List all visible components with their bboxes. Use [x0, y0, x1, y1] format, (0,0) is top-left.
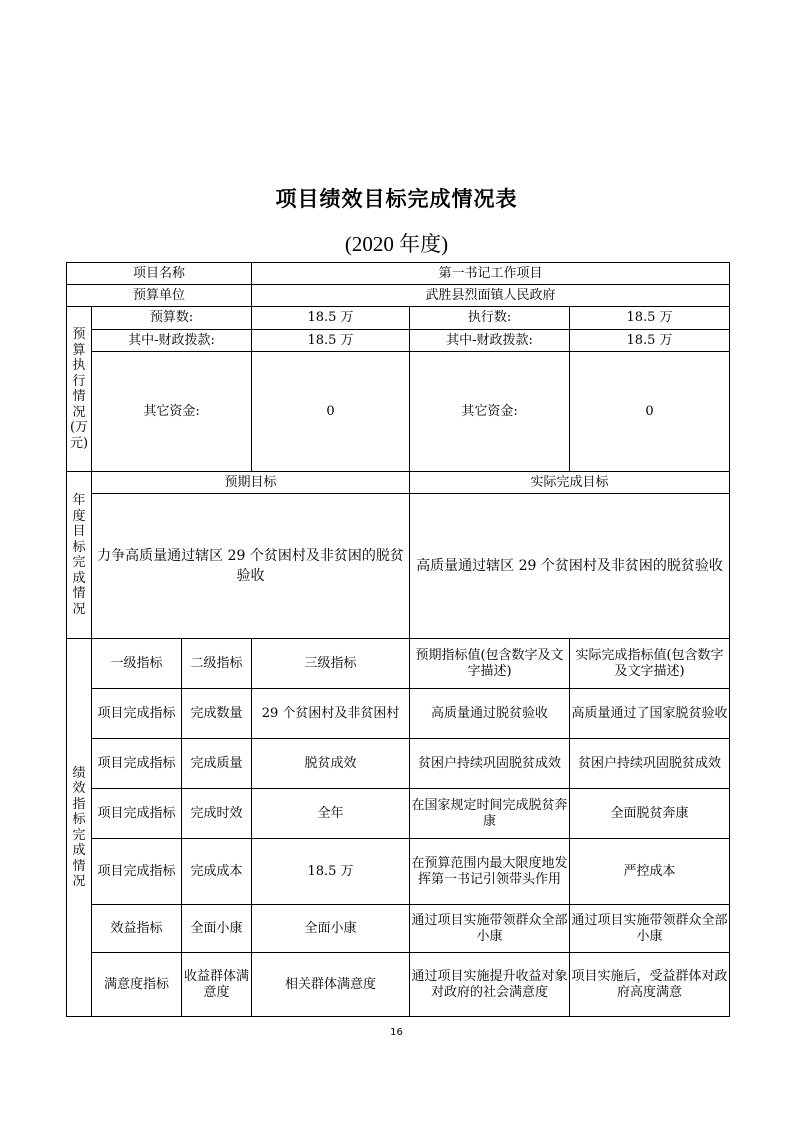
- indicator-cell: 项目实施后，受益群体对政府高度满意: [570, 953, 730, 1017]
- fiscal-row: [67, 330, 730, 352]
- expected-goal-text: 力争高质量通过辖区 29 个贫困村及非贫困的脱贫验收: [92, 494, 410, 639]
- indicator-header-level1: 一级指标: [92, 639, 182, 689]
- project-name-label: 项目名称: [67, 263, 252, 285]
- indicator-cell: 收益群体满意度: [182, 953, 252, 1017]
- actual-goal-text: 高质量通过辖区 29 个贫困村及非贫困的脱贫验收: [410, 494, 730, 639]
- indicator-row: [67, 839, 730, 905]
- indicator-row: [67, 739, 730, 789]
- fiscal-value: 18.5 万: [252, 330, 410, 352]
- indicator-cell: 高质量通过了国家脱贫验收: [570, 689, 730, 739]
- indicator-cell: 通过项目实施提升收益对象对政府的社会满意度: [410, 953, 570, 1017]
- project-name-row: [67, 263, 730, 285]
- annual-section-label: 年度目标完成情况: [67, 472, 92, 639]
- indicator-cell: 脱贫成效: [252, 739, 410, 789]
- indicator-cell: 29 个贫困村及非贫困村: [252, 689, 410, 739]
- annual-header-row: [67, 472, 730, 494]
- budget-section-label: 预算执行情况(万元): [67, 307, 92, 472]
- indicator-cell: 项目完成指标: [92, 789, 182, 839]
- annual-goal-row: [67, 494, 730, 639]
- indicator-cell: 效益指标: [92, 905, 182, 953]
- indicator-cell: 通过项目实施带领群众全部小康: [410, 905, 570, 953]
- budget-row: [67, 307, 730, 330]
- fiscal-exec-label: 其中-财政拨款:: [410, 330, 570, 352]
- indicator-cell: 严控成本: [570, 839, 730, 905]
- indicator-row: [67, 905, 730, 953]
- project-name-value: 第一书记工作项目: [252, 263, 730, 285]
- actual-goal-header: 实际完成目标: [410, 472, 730, 494]
- other-funds-value: 0: [252, 352, 410, 472]
- indicator-header-expected: 预期指标值(包含数字及文字描述): [410, 639, 570, 689]
- fiscal-exec-value: 18.5 万: [570, 330, 730, 352]
- indicator-cell: 项目完成指标: [92, 689, 182, 739]
- exec-value: 18.5 万: [570, 307, 730, 330]
- budget-value: 18.5 万: [252, 307, 410, 330]
- indicator-cell: 在预算范围内最大限度地发挥第一书记引领带头作用: [410, 839, 570, 905]
- indicator-cell: 18.5 万: [252, 839, 410, 905]
- indicator-header-row: [67, 639, 730, 689]
- performance-table: [66, 262, 730, 1017]
- indicator-cell: 项目完成指标: [92, 839, 182, 905]
- indicator-cell: 完成数量: [182, 689, 252, 739]
- indicator-cell: 全面脱贫奔康: [570, 789, 730, 839]
- budget-label: 预算数:: [92, 307, 252, 330]
- page-subtitle: (2020 年度): [344, 232, 449, 256]
- page-number: 16: [390, 1027, 403, 1038]
- indicator-row: [67, 953, 730, 1017]
- fiscal-label: 其中-财政拨款:: [92, 330, 252, 352]
- indicator-cell: 全面小康: [182, 905, 252, 953]
- indicator-cell: 贫困户持续巩固脱贫成效: [570, 739, 730, 789]
- indicator-cell: 全年: [252, 789, 410, 839]
- indicator-cell: 贫困户持续巩固脱贫成效: [410, 739, 570, 789]
- budget-unit-value: 武胜县烈面镇人民政府: [252, 285, 730, 307]
- indicator-section-label: 绩效指标完成情况: [67, 639, 92, 1017]
- indicator-cell: 通过项目实施带领群众全部小康: [570, 905, 730, 953]
- indicator-cell: 相关群体满意度: [252, 953, 410, 1017]
- other-funds-row: [67, 352, 730, 472]
- budget-unit-row: [67, 285, 730, 307]
- indicator-cell: 高质量通过脱贫验收: [410, 689, 570, 739]
- exec-label: 执行数:: [410, 307, 570, 330]
- indicator-cell: 完成成本: [182, 839, 252, 905]
- indicator-row: [67, 789, 730, 839]
- other-funds-label: 其它资金:: [92, 352, 252, 472]
- indicator-header-level3: 三级指标: [252, 639, 410, 689]
- other-funds-exec-value: 0: [570, 352, 730, 472]
- indicator-row: [67, 689, 730, 739]
- indicator-header-actual: 实际完成指标值(包含数字及文字描述): [570, 639, 730, 689]
- budget-unit-label: 预算单位: [67, 285, 252, 307]
- expected-goal-header: 预期目标: [92, 472, 410, 494]
- indicator-header-level2: 二级指标: [182, 639, 252, 689]
- other-funds-exec-label: 其它资金:: [410, 352, 570, 472]
- indicator-cell: 项目完成指标: [92, 739, 182, 789]
- indicator-cell: 全面小康: [252, 905, 410, 953]
- indicator-cell: 完成时效: [182, 789, 252, 839]
- indicator-cell: 满意度指标: [92, 953, 182, 1017]
- indicator-cell: 完成质量: [182, 739, 252, 789]
- indicator-cell: 在国家规定时间完成脱贫奔康: [410, 789, 570, 839]
- page-title: 项目绩效目标完成情况表: [275, 187, 518, 211]
